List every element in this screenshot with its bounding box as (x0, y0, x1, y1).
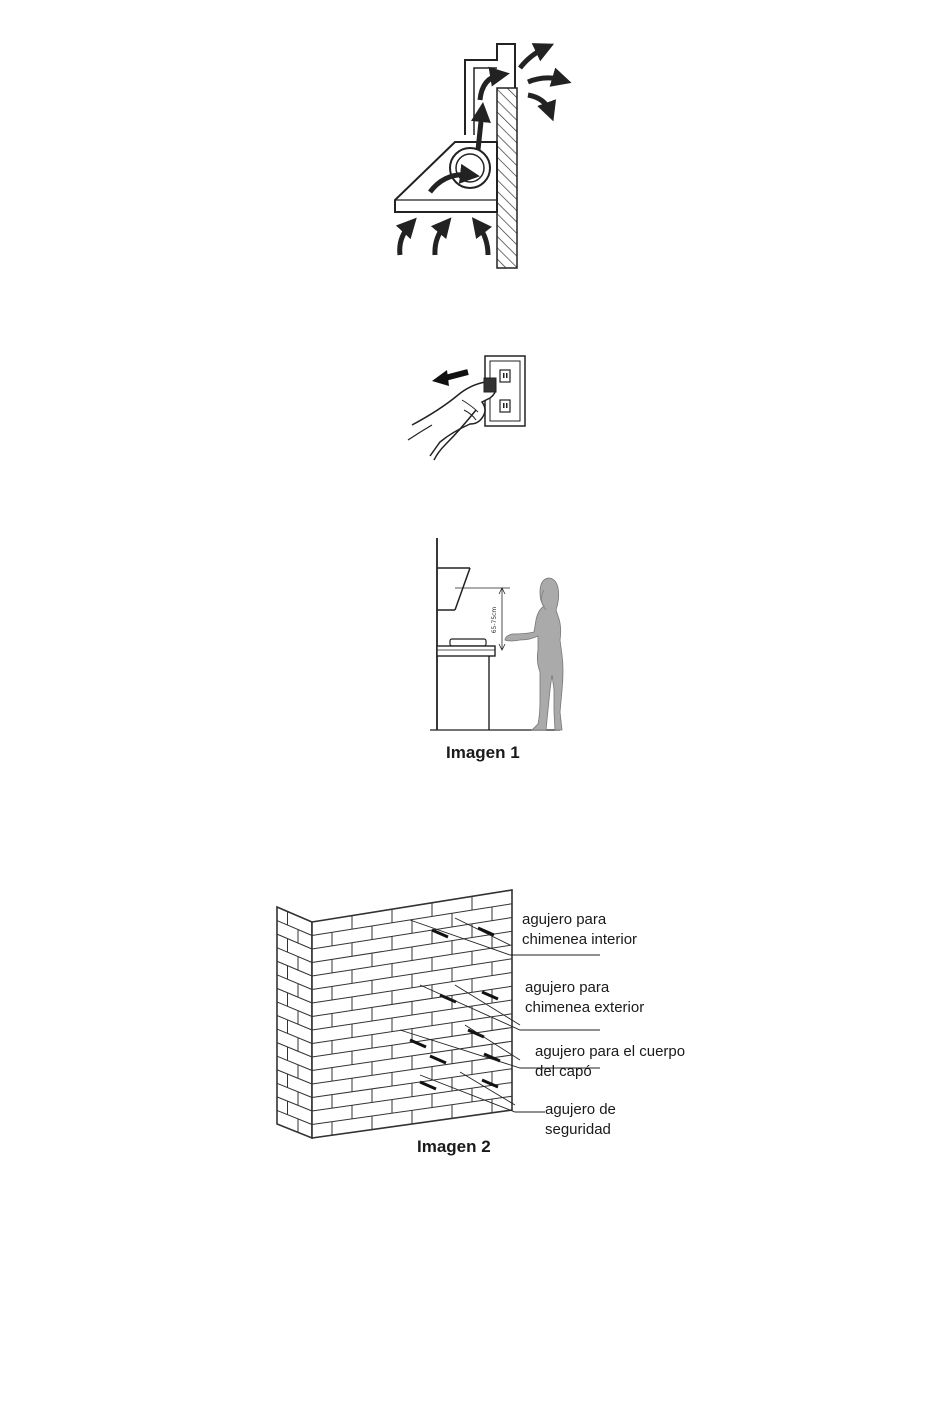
callout-line-2: seguridad (545, 1121, 611, 1138)
callout-safety-hole (545, 1100, 616, 1140)
height-figure (425, 535, 585, 735)
callout-outer-chimney-hole (525, 978, 644, 1018)
figure-caption-imagen-2: Imagen 2 (417, 1137, 491, 1156)
callout-line-1: agujero de (545, 1101, 616, 1118)
wall-figure (270, 885, 520, 1140)
figure-caption-imagen-1: Imagen 1 (446, 743, 520, 762)
hood-height-woman-icon (425, 535, 585, 735)
callout-inner-chimney-hole (522, 910, 637, 950)
callout-line-2: chimenea interior (522, 931, 638, 948)
range-hood-airflow-icon (380, 30, 580, 280)
brick-wall-icon (270, 885, 520, 1140)
callout-hood-body-hole (535, 1042, 685, 1082)
callout-line-1: agujero para (525, 979, 610, 996)
airflow-figure (380, 30, 580, 280)
callout-line-1: agujero para el cuerpo (535, 1043, 686, 1060)
callout-line-1: agujero para (522, 911, 607, 928)
callout-line-2: chimenea exterior (525, 999, 645, 1016)
height-dimension-label: 65-75cm (491, 606, 498, 634)
unplug-figure (400, 350, 530, 465)
callout-line-2: del capó (535, 1063, 592, 1080)
unplug-hand-icon (400, 350, 530, 465)
